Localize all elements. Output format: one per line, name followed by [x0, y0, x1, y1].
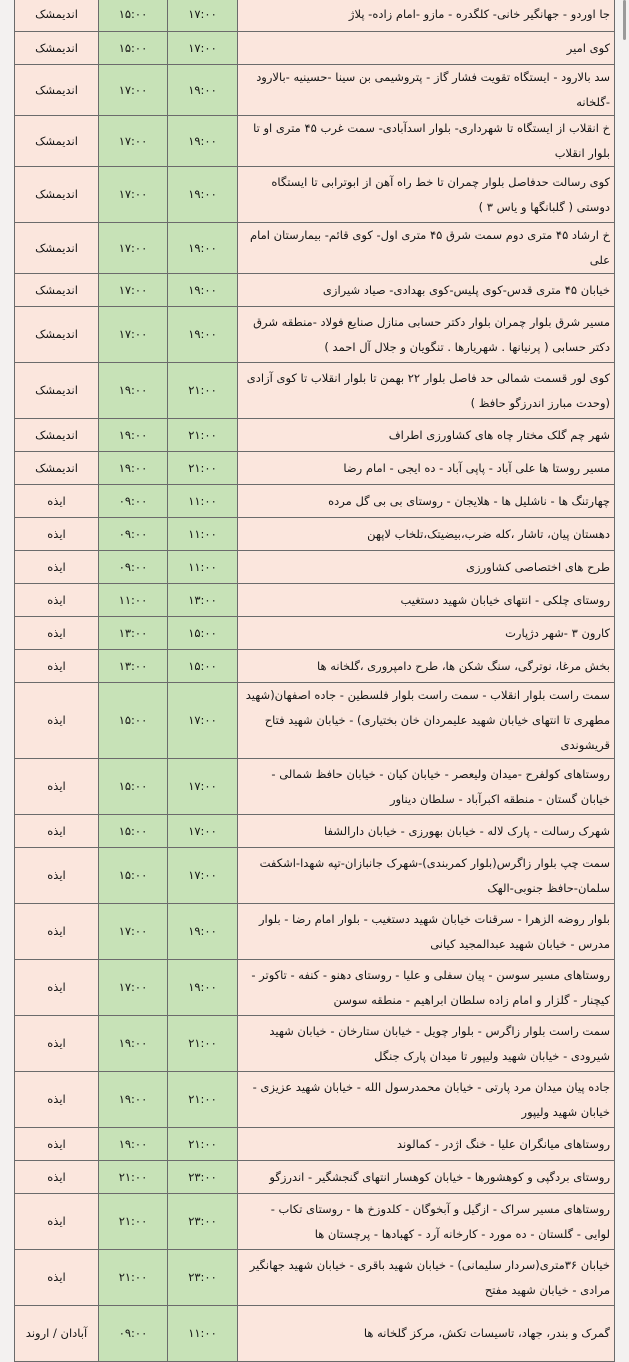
area-cell: کوی امیر: [238, 32, 615, 65]
end-time-cell: ۱۱:۰۰: [168, 485, 238, 518]
area-cell: کوی رسالت حدفاصل بلوار چمران تا خط راه آهن از ابوترابی تا ایستگاه دوستی ( گلبانگها و یاس ۳ ): [238, 167, 615, 223]
city-cell: ایذه: [15, 1072, 99, 1128]
table-row: [15, 485, 615, 518]
start-time-cell: ۱۹:۰۰: [99, 1072, 168, 1128]
area-cell: بخش مرغا، نوترگی، سنگ شکن ها، طرح دامپروری ،گلخانه ها: [238, 650, 615, 683]
table-row: [15, 0, 615, 32]
table-row: [15, 274, 615, 307]
start-time-cell: ۱۷:۰۰: [99, 167, 168, 223]
area-cell: روستای چلکی - انتهای خیابان شهید دستغیب: [238, 584, 615, 617]
end-time-cell: ۱۳:۰۰: [168, 584, 238, 617]
end-time-cell: ۲۱:۰۰: [168, 1072, 238, 1128]
area-cell: خیابان ۴۵ متری قدس-کوی پلیس-کوی بهدادی- صیاد شیرازی: [238, 274, 615, 307]
table-row: [15, 904, 615, 960]
city-cell: ایذه: [15, 1250, 99, 1306]
start-time-cell: ۱۹:۰۰: [99, 452, 168, 485]
end-time-cell: ۱۱:۰۰: [168, 1306, 238, 1362]
table-row: [15, 223, 615, 274]
city-cell: ایذه: [15, 617, 99, 650]
area-cell: خ ارشاد ۴۵ متری دوم سمت شرق ۴۵ متری اول- کوی قائم- بیمارستان امام علی: [238, 223, 615, 274]
start-time-cell: ۱۵:۰۰: [99, 815, 168, 848]
city-cell: آبادان / اروند: [15, 1306, 99, 1362]
area-cell: روستاهای میانگران علیا - خنگ اژدر - کمالوند: [238, 1128, 615, 1161]
city-cell: ایذه: [15, 1016, 99, 1072]
scrollbar-thumb[interactable]: [623, 0, 626, 40]
start-time-cell: ۲۱:۰۰: [99, 1194, 168, 1250]
city-cell: اندیمشک: [15, 0, 99, 32]
table-row: [15, 363, 615, 419]
table-row: [15, 960, 615, 1016]
end-time-cell: ۲۱:۰۰: [168, 419, 238, 452]
start-time-cell: ۲۱:۰۰: [99, 1250, 168, 1306]
end-time-cell: ۱۹:۰۰: [168, 307, 238, 363]
table-row: [15, 1072, 615, 1128]
city-cell: ایذه: [15, 1194, 99, 1250]
city-cell: ایذه: [15, 650, 99, 683]
table-row: [15, 683, 615, 759]
city-cell: ایذه: [15, 960, 99, 1016]
area-cell: طرح های اختصاصی کشاورزی: [238, 551, 615, 584]
area-cell: سد بالارود - ایستگاه تقویت فشار گاز - پتروشیمی بن سینا -حسینیه -بالارود -گلخانه: [238, 65, 615, 116]
area-cell: گمرک و بندر، جهاد، تاسیسات تکش، مرکز گلخانه ها: [238, 1306, 615, 1362]
table-row: [15, 1194, 615, 1250]
city-cell: ایذه: [15, 584, 99, 617]
start-time-cell: ۱۹:۰۰: [99, 1128, 168, 1161]
start-time-cell: ۰۹:۰۰: [99, 518, 168, 551]
end-time-cell: ۲۱:۰۰: [168, 1128, 238, 1161]
table-row: [15, 452, 615, 485]
end-time-cell: ۲۳:۰۰: [168, 1194, 238, 1250]
end-time-cell: ۲۱:۰۰: [168, 363, 238, 419]
start-time-cell: ۱۷:۰۰: [99, 960, 168, 1016]
start-time-cell: ۱۱:۰۰: [99, 584, 168, 617]
area-cell: سمت راست بلوار زاگرس - بلوار چویل - خیابان ستارخان - خیابان شهید شیرودی - خیابان شهید ولیپور تا میدان پارک جنگل: [238, 1016, 615, 1072]
end-time-cell: ۱۹:۰۰: [168, 167, 238, 223]
end-time-cell: ۱۱:۰۰: [168, 518, 238, 551]
area-cell: جا اوردو - جهانگیر خانی- کلگدره - مازو -امام زاده- پلاژ: [238, 0, 615, 32]
start-time-cell: ۰۹:۰۰: [99, 485, 168, 518]
end-time-cell: ۱۷:۰۰: [168, 683, 238, 759]
area-cell: مسیر روستا ها علی آباد - پاپی آباد - ده ایجی - امام رضا: [238, 452, 615, 485]
table-row: [15, 116, 615, 167]
start-time-cell: ۱۹:۰۰: [99, 419, 168, 452]
city-cell: ایذه: [15, 518, 99, 551]
table-row: [15, 617, 615, 650]
end-time-cell: ۱۵:۰۰: [168, 650, 238, 683]
city-cell: اندیمشک: [15, 65, 99, 116]
table-row: [15, 65, 615, 116]
city-cell: اندیمشک: [15, 274, 99, 307]
start-time-cell: ۰۹:۰۰: [99, 1306, 168, 1362]
start-time-cell: ۱۷:۰۰: [99, 223, 168, 274]
outage-schedule-table: [14, 0, 615, 1362]
city-cell: اندیمشک: [15, 307, 99, 363]
start-time-cell: ۱۵:۰۰: [99, 848, 168, 904]
area-cell: چهارتنگ ها - ناشلیل ها - هلایجان - روستای بی بی گل مرده: [238, 485, 615, 518]
end-time-cell: ۱۷:۰۰: [168, 815, 238, 848]
start-time-cell: ۱۷:۰۰: [99, 116, 168, 167]
start-time-cell: ۱۷:۰۰: [99, 307, 168, 363]
table-row: [15, 1161, 615, 1194]
start-time-cell: ۱۵:۰۰: [99, 683, 168, 759]
area-cell: روستاهای مسیر سوسن - پیان سفلی و علیا - روستای دهنو - کنفه - تاکوتر - کیچنار - گلزار و امام زاده سلطان ابراهیم - منطقه سوسن: [238, 960, 615, 1016]
end-time-cell: ۲۱:۰۰: [168, 452, 238, 485]
city-cell: اندیمشک: [15, 223, 99, 274]
end-time-cell: ۲۳:۰۰: [168, 1161, 238, 1194]
start-time-cell: ۱۹:۰۰: [99, 1016, 168, 1072]
city-cell: اندیمشک: [15, 32, 99, 65]
city-cell: اندیمشک: [15, 116, 99, 167]
area-cell: خ انقلاب از ایستگاه تا شهرداری- بلوار اسدآبادی- سمت غرب ۴۵ متری او تا بلوار انقلاب: [238, 116, 615, 167]
city-cell: ایذه: [15, 1161, 99, 1194]
end-time-cell: ۱۹:۰۰: [168, 116, 238, 167]
table-row: [15, 1306, 615, 1362]
area-cell: خیابان ۳۶متری(سردار سلیمانی) - خیابان شهید باقری - خیابان شهید جهانگیر مرادی - خیابان شهید مفتح: [238, 1250, 615, 1306]
table-row: [15, 848, 615, 904]
start-time-cell: ۱۳:۰۰: [99, 650, 168, 683]
table-row: [15, 307, 615, 363]
end-time-cell: ۱۷:۰۰: [168, 0, 238, 32]
start-time-cell: ۱۷:۰۰: [99, 274, 168, 307]
area-cell: کوی لور قسمت شمالی حد فاصل بلوار ۲۲ بهمن تا بلوار انقلاب تا کوی آزادی (وحدت مبارز اندرزگو حافظ ): [238, 363, 615, 419]
end-time-cell: ۱۱:۰۰: [168, 551, 238, 584]
table-row: [15, 1128, 615, 1161]
table-row: [15, 584, 615, 617]
start-time-cell: ۱۷:۰۰: [99, 65, 168, 116]
city-cell: ایذه: [15, 815, 99, 848]
start-time-cell: ۱۹:۰۰: [99, 363, 168, 419]
city-cell: اندیمشک: [15, 167, 99, 223]
area-cell: مسیر شرق بلوار چمران بلوار دکتر حسابی منازل صنایع فولاد -منطقه شرق دکتر حسابی ( پرنیانها . شهریارها . تنگویان و جلال آل احمد ): [238, 307, 615, 363]
area-cell: سمت چپ بلوار زاگرس(بلوار کمربندی)-شهرک جانبازان-تپه شهدا-اشکفت سلمان-حافظ جنوبی-الهک: [238, 848, 615, 904]
city-cell: ایذه: [15, 848, 99, 904]
area-cell: شهرک رسالت - پارک لاله - خیابان بهورزی - خیابان دارالشفا: [238, 815, 615, 848]
city-cell: ایذه: [15, 683, 99, 759]
table-body: [15, 0, 615, 1362]
start-time-cell: ۱۳:۰۰: [99, 617, 168, 650]
end-time-cell: ۱۹:۰۰: [168, 274, 238, 307]
area-cell: سمت راست بلوار انقلاب - سمت راست بلوار فلسطین - جاده اصفهان(شهید مطهری تا انتهای خیابان شهید علیمردان خان بختیاری) - خیابان شهید فتاح قریشوندی: [238, 683, 615, 759]
table-row: [15, 419, 615, 452]
city-cell: اندیمشک: [15, 452, 99, 485]
end-time-cell: ۱۷:۰۰: [168, 32, 238, 65]
start-time-cell: ۰۹:۰۰: [99, 551, 168, 584]
end-time-cell: ۱۹:۰۰: [168, 904, 238, 960]
city-cell: ایذه: [15, 1128, 99, 1161]
city-cell: ایذه: [15, 485, 99, 518]
area-cell: بلوار روضه الزهرا - سرقنات خیابان شهید دستغیب - بلوار امام رضا - بلوار مدرس - خیابان شهید عبدالمجید کیانی: [238, 904, 615, 960]
start-time-cell: ۲۱:۰۰: [99, 1161, 168, 1194]
area-cell: دهستان پیان، تاشار ،کله ضرب،بیضیتک،تلخاب لاپهن: [238, 518, 615, 551]
start-time-cell: ۱۵:۰۰: [99, 32, 168, 65]
table-row: [15, 1250, 615, 1306]
end-time-cell: ۱۷:۰۰: [168, 848, 238, 904]
area-cell: روستای بردگپی و کوهشورها - خیابان کوهسار انتهای گنجشگیر - اندرزگو: [238, 1161, 615, 1194]
table-row: [15, 167, 615, 223]
end-time-cell: ۱۵:۰۰: [168, 617, 238, 650]
area-cell: جاده پیان میدان مرد پارتی - خیابان محمدرسول الله - خیابان شهید عزیزی - خیابان شهید ولیپور: [238, 1072, 615, 1128]
city-cell: ایذه: [15, 904, 99, 960]
area-cell: شهر چم گلک مختار چاه های کشاورزی اطراف: [238, 419, 615, 452]
table-row: [15, 518, 615, 551]
end-time-cell: ۱۹:۰۰: [168, 960, 238, 1016]
city-cell: اندیمشک: [15, 363, 99, 419]
table-row: [15, 650, 615, 683]
end-time-cell: ۱۹:۰۰: [168, 223, 238, 274]
city-cell: اندیمشک: [15, 419, 99, 452]
table-row: [15, 815, 615, 848]
start-time-cell: ۱۷:۰۰: [99, 904, 168, 960]
table-row: [15, 1016, 615, 1072]
end-time-cell: ۱۷:۰۰: [168, 759, 238, 815]
city-cell: ایذه: [15, 551, 99, 584]
area-cell: روستاهای مسیر سراک - ازگیل و آبخوگان - کلدوزخ ها - روستای تکاب - لوایی - گلستان - ده مورد - کارخانه آرد - کهبادها - پرچستان ها: [238, 1194, 615, 1250]
table-row: [15, 32, 615, 65]
start-time-cell: ۱۵:۰۰: [99, 759, 168, 815]
end-time-cell: ۲۱:۰۰: [168, 1016, 238, 1072]
table-row: [15, 759, 615, 815]
area-cell: کارون ۳ -شهر دژپارت: [238, 617, 615, 650]
end-time-cell: ۲۳:۰۰: [168, 1250, 238, 1306]
city-cell: ایذه: [15, 759, 99, 815]
end-time-cell: ۱۹:۰۰: [168, 65, 238, 116]
area-cell: روستاهای کولفرح -میدان ولیعصر - خیابان کیان - خیابان حافظ شمالی - خیابان گستان - منطقه اکبرآباد - سلطان دیناور: [238, 759, 615, 815]
table-row: [15, 551, 615, 584]
start-time-cell: ۱۵:۰۰: [99, 0, 168, 32]
